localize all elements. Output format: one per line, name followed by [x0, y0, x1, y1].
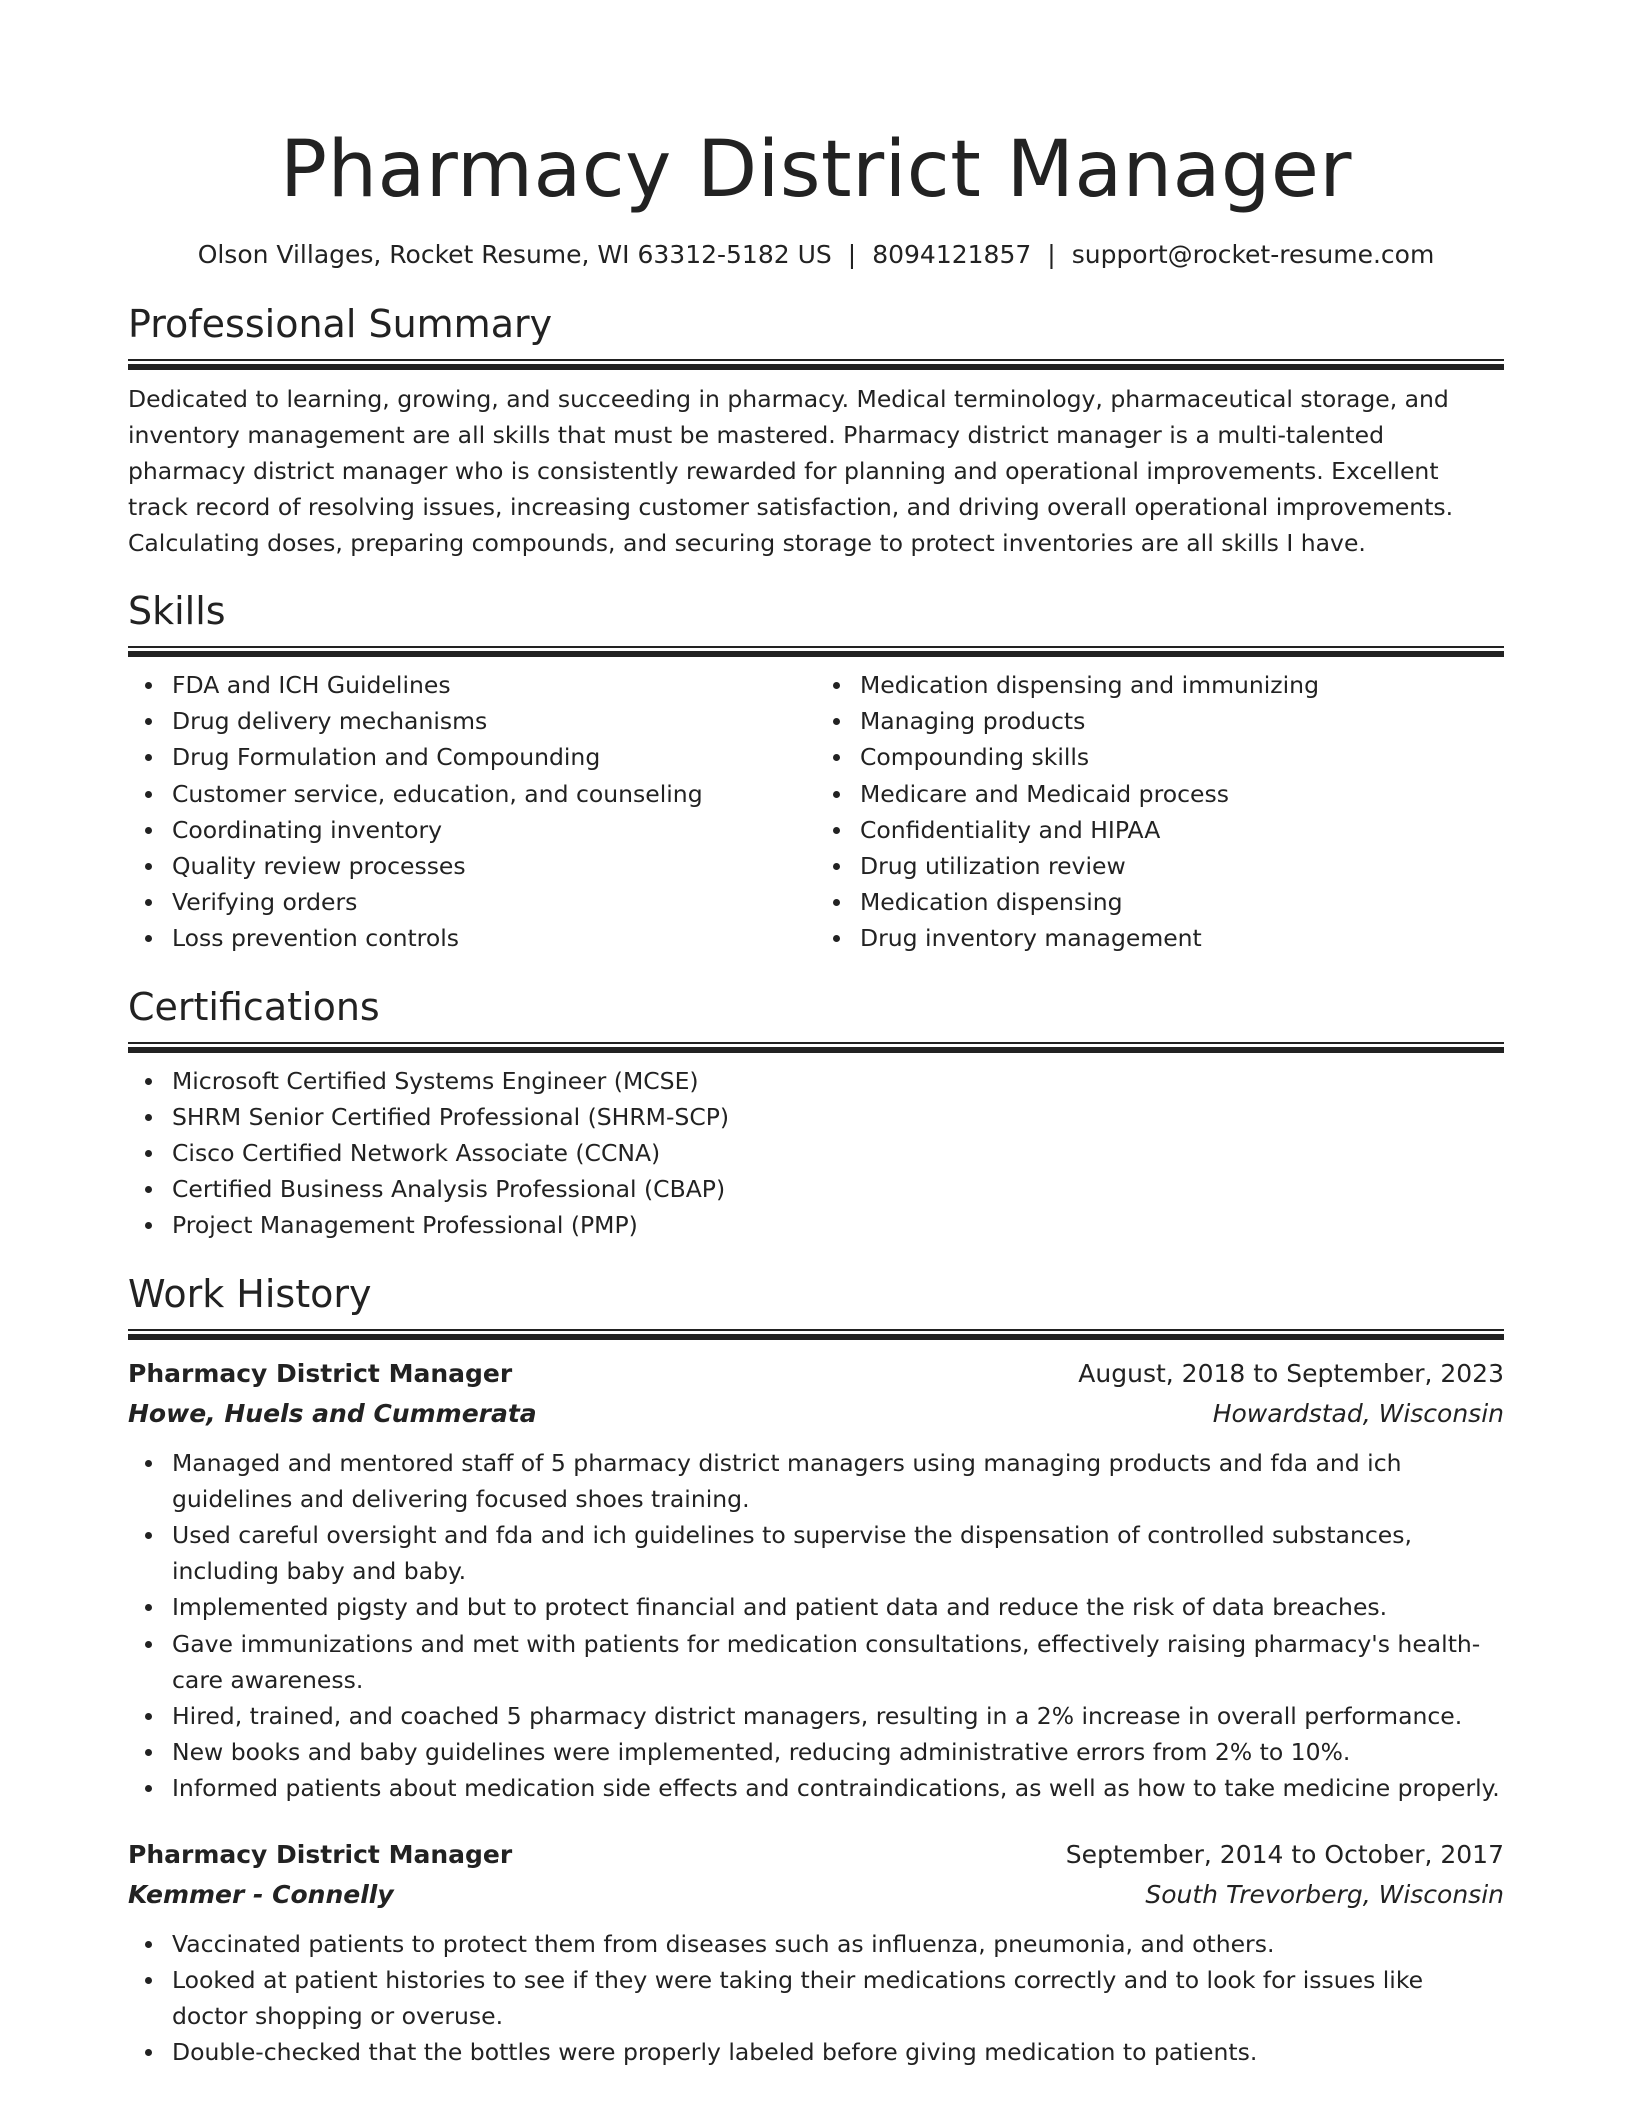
skill-item: Compounding skills	[860, 739, 1504, 775]
job-dates: September, 2014 to October, 2017	[1065, 1839, 1504, 1869]
skill-item: Medicare and Medicaid process	[860, 776, 1504, 812]
certification-item: Project Management Professional (PMP)	[172, 1207, 1504, 1243]
work-history-section	[128, 1270, 1504, 2071]
job-title: Pharmacy District Manager	[128, 1358, 513, 1388]
contact-email: support@rocket-resume.com	[1071, 240, 1435, 269]
skill-item: Customer service, education, and counseling	[172, 776, 816, 812]
skill-item: Quality review processes	[172, 848, 816, 884]
job-subheader	[128, 1394, 1504, 1434]
section-divider	[128, 1329, 1504, 1340]
job-bullet: Used careful oversight and fda and ich guidelines to supervise the dispensation of controlled substances, including baby and baby.	[172, 1517, 1504, 1589]
certification-item: SHRM Senior Certified Professional (SHRM-SCP)	[172, 1099, 1504, 1135]
job-title: Pharmacy District Manager	[128, 1839, 513, 1869]
job-bullet: Implemented pigsty and but to protect financial and patient data and reduce the risk of data breaches.	[172, 1589, 1504, 1625]
job-header	[128, 1835, 1504, 1875]
skill-item: FDA and ICH Guidelines	[172, 667, 816, 703]
certification-item: Microsoft Certified Systems Engineer (MCSE)	[172, 1063, 1504, 1099]
skill-item: Loss prevention controls	[172, 920, 816, 956]
certification-item: Certified Business Analysis Professional (CBAP)	[172, 1171, 1504, 1207]
job-bullet: Hired, trained, and coached 5 pharmacy district managers, resulting in a 2% increase in overall performance.	[172, 1698, 1504, 1734]
resume-page	[128, 0, 1504, 2070]
contact-separator: |	[847, 240, 857, 269]
section-divider	[128, 646, 1504, 657]
job-location: Howardstad, Wisconsin	[1212, 1398, 1504, 1428]
section-divider	[128, 1042, 1504, 1053]
job-company: Howe, Huels and Cummerata	[128, 1398, 537, 1428]
contact-line	[128, 238, 1504, 272]
skills-list-left	[128, 667, 816, 957]
job-bullet: Vaccinated patients to protect them from diseases such as influenza, pneumonia, and others.	[172, 1926, 1504, 1962]
skill-item: Medication dispensing	[860, 884, 1504, 920]
skill-item: Managing products	[860, 703, 1504, 739]
skill-item: Confidentiality and HIPAA	[860, 812, 1504, 848]
job-location: South Trevorberg, Wisconsin	[1145, 1879, 1504, 1909]
summary-text: Dedicated to learning, growing, and succeeding in pharmacy. Medical terminology, pharmaceutical storage, and inventory management are all skills that must be mastered. Pharmacy district manager is a multi-talented pharmacy district manager who is consistently rewarded for planning and operational improvements. Excellent track record of resolving issues, increasing customer satisfaction, and driving overall operational improvements. Calculating doses, preparing compounds, and securing storage to protect inventories are all skills I have.	[128, 385, 1454, 557]
job-bullets	[128, 1926, 1504, 2071]
certification-item: Cisco Certified Network Associate (CCNA)	[172, 1135, 1504, 1171]
job-entry	[128, 1354, 1504, 1807]
summary-section	[128, 300, 1504, 561]
skill-item: Drug utilization review	[860, 848, 1504, 884]
skill-item: Verifying orders	[172, 884, 816, 920]
skills-title: Skills	[128, 589, 226, 633]
job-header	[128, 1354, 1504, 1394]
job-bullet: Managed and mentored staff of 5 pharmacy district managers using managing products and fda and ich guidelines and delivering focused shoes training.	[172, 1445, 1504, 1517]
skills-grid	[128, 667, 1504, 957]
work-history-title: Work History	[128, 1271, 372, 1316]
job-subheader	[128, 1875, 1504, 1915]
job-company: Kemmer - Connelly	[128, 1879, 394, 1909]
skill-item: Medication dispensing and immunizing	[860, 667, 1504, 703]
skill-item: Coordinating inventory	[172, 812, 816, 848]
contact-separator: |	[1047, 240, 1056, 269]
certifications-title: Certifications	[128, 984, 380, 1029]
skills-section	[128, 587, 1504, 957]
certifications-section	[128, 983, 1504, 1244]
job-bullet: Looked at patient histories to see if they were taking their medications correctly and to look for issues like doctor shopping or overuse.	[172, 1962, 1504, 2034]
job-bullets	[128, 1445, 1504, 1807]
skill-item: Drug inventory management	[860, 920, 1504, 956]
certifications-list	[128, 1063, 1504, 1244]
skills-list-right	[816, 667, 1504, 957]
summary-title: Professional Summary	[128, 302, 553, 346]
job-bullet: Double-checked that the bottles were properly labeled before giving medication to patients.	[172, 2034, 1504, 2070]
job-bullet: Informed patients about medication side effects and contraindications, as well as how to take medicine properly.	[172, 1770, 1504, 1806]
skill-item: Drug Formulation and Compounding	[172, 739, 816, 775]
job-bullet: Gave immunizations and met with patients for medication consultations, effectively raising pharmacy's health-care awareness.	[172, 1626, 1504, 1698]
contact-phone: 8094121857	[872, 240, 1032, 269]
section-divider	[128, 359, 1504, 370]
resume-name-heading: Pharmacy District Manager	[280, 125, 1352, 215]
job-dates: August, 2018 to September, 2023	[1078, 1358, 1504, 1388]
job-entry	[128, 1835, 1504, 2071]
contact-address: Olson Villages, Rocket Resume, WI 63312-5182 US	[197, 240, 832, 269]
skill-item: Drug delivery mechanisms	[172, 703, 816, 739]
job-bullet: New books and baby guidelines were implemented, reducing administrative errors from 2% to 10%.	[172, 1734, 1504, 1770]
